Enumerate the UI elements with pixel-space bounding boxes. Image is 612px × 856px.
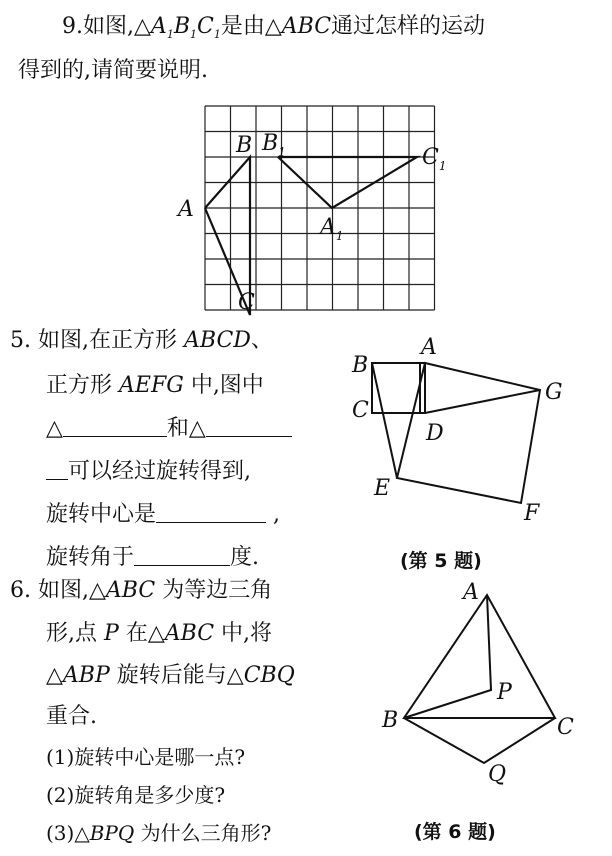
q6-caption: (第 6 题) bbox=[414, 821, 496, 843]
q5-square1: ABCD bbox=[184, 328, 251, 353]
q9-text-b: 是由△ bbox=[220, 14, 282, 39]
q5-square2: AEFG bbox=[119, 373, 184, 398]
q6-label-c: C bbox=[557, 715, 574, 740]
triangle-abc-equilateral bbox=[404, 595, 555, 718]
q5-line4: 可以经过旋转得到, bbox=[46, 459, 251, 485]
q6-label-p: P bbox=[497, 680, 512, 705]
q5-label-f: F bbox=[524, 501, 540, 526]
segment-bq-cq bbox=[404, 718, 555, 763]
q5-label-g: G bbox=[545, 380, 563, 405]
q9-line2: 得到的,请简要说明. bbox=[18, 58, 208, 83]
q9-label-c: C bbox=[238, 290, 255, 315]
q5-label-d: D bbox=[426, 421, 444, 446]
q6-sub1: (1)旋转中心是哪一点? bbox=[46, 745, 246, 769]
q6-sub2: (2)旋转角是多少度? bbox=[46, 783, 226, 807]
q6-line4: 重合. bbox=[46, 704, 97, 729]
q5-caption: (第 5 题) bbox=[400, 550, 482, 572]
q6-line3: △ABP 旋转后能与△CBQ bbox=[46, 663, 295, 688]
q9-label-c1: $C_1$ bbox=[422, 145, 447, 173]
q9-label-a: A bbox=[178, 197, 194, 222]
q5-number: 5. bbox=[10, 328, 31, 353]
q6-number: 6. bbox=[10, 578, 31, 603]
q6-label-q: Q bbox=[488, 762, 507, 787]
q9-label-b: B bbox=[236, 133, 253, 158]
q5-line5: 旋转中心是 , bbox=[46, 502, 281, 527]
q6-label-b: B bbox=[382, 708, 399, 733]
q5-label-b: B bbox=[352, 353, 369, 378]
q9-tri-abc: ABC bbox=[281, 14, 332, 39]
q6-sub3: (3)△BPQ 为什么三角形? bbox=[46, 821, 272, 845]
q5-line3: △ 和△ bbox=[46, 416, 292, 442]
q5-line1: 5. 如图,在正方形 ABCD、 bbox=[10, 328, 273, 353]
q6-line2: 形,点 P 在△ABC 中,将 bbox=[46, 621, 273, 646]
q5-line6: 旋转角于 度. bbox=[46, 545, 260, 570]
q9-label-a1: $A_1$ bbox=[320, 215, 344, 243]
q9-text-c: 通过怎样的运动 bbox=[331, 14, 486, 39]
q5-label-a: A bbox=[421, 335, 437, 360]
q9-label-b1: $B_1$ bbox=[262, 131, 286, 159]
q9-text-a: 如图,△ bbox=[83, 14, 151, 39]
q9-number: 9. bbox=[62, 14, 83, 39]
q6-label-a: A bbox=[463, 580, 479, 605]
q5-label-c: C bbox=[352, 398, 369, 423]
q5-label-e: E bbox=[374, 476, 391, 501]
q6-line1: 6. 如图,△ABC 为等边三角 bbox=[10, 578, 273, 603]
q9-tri-a1: $A_1B_1C_1$ bbox=[150, 14, 221, 41]
q5-line2: 正方形 AEFG 中,图中 bbox=[46, 373, 264, 398]
